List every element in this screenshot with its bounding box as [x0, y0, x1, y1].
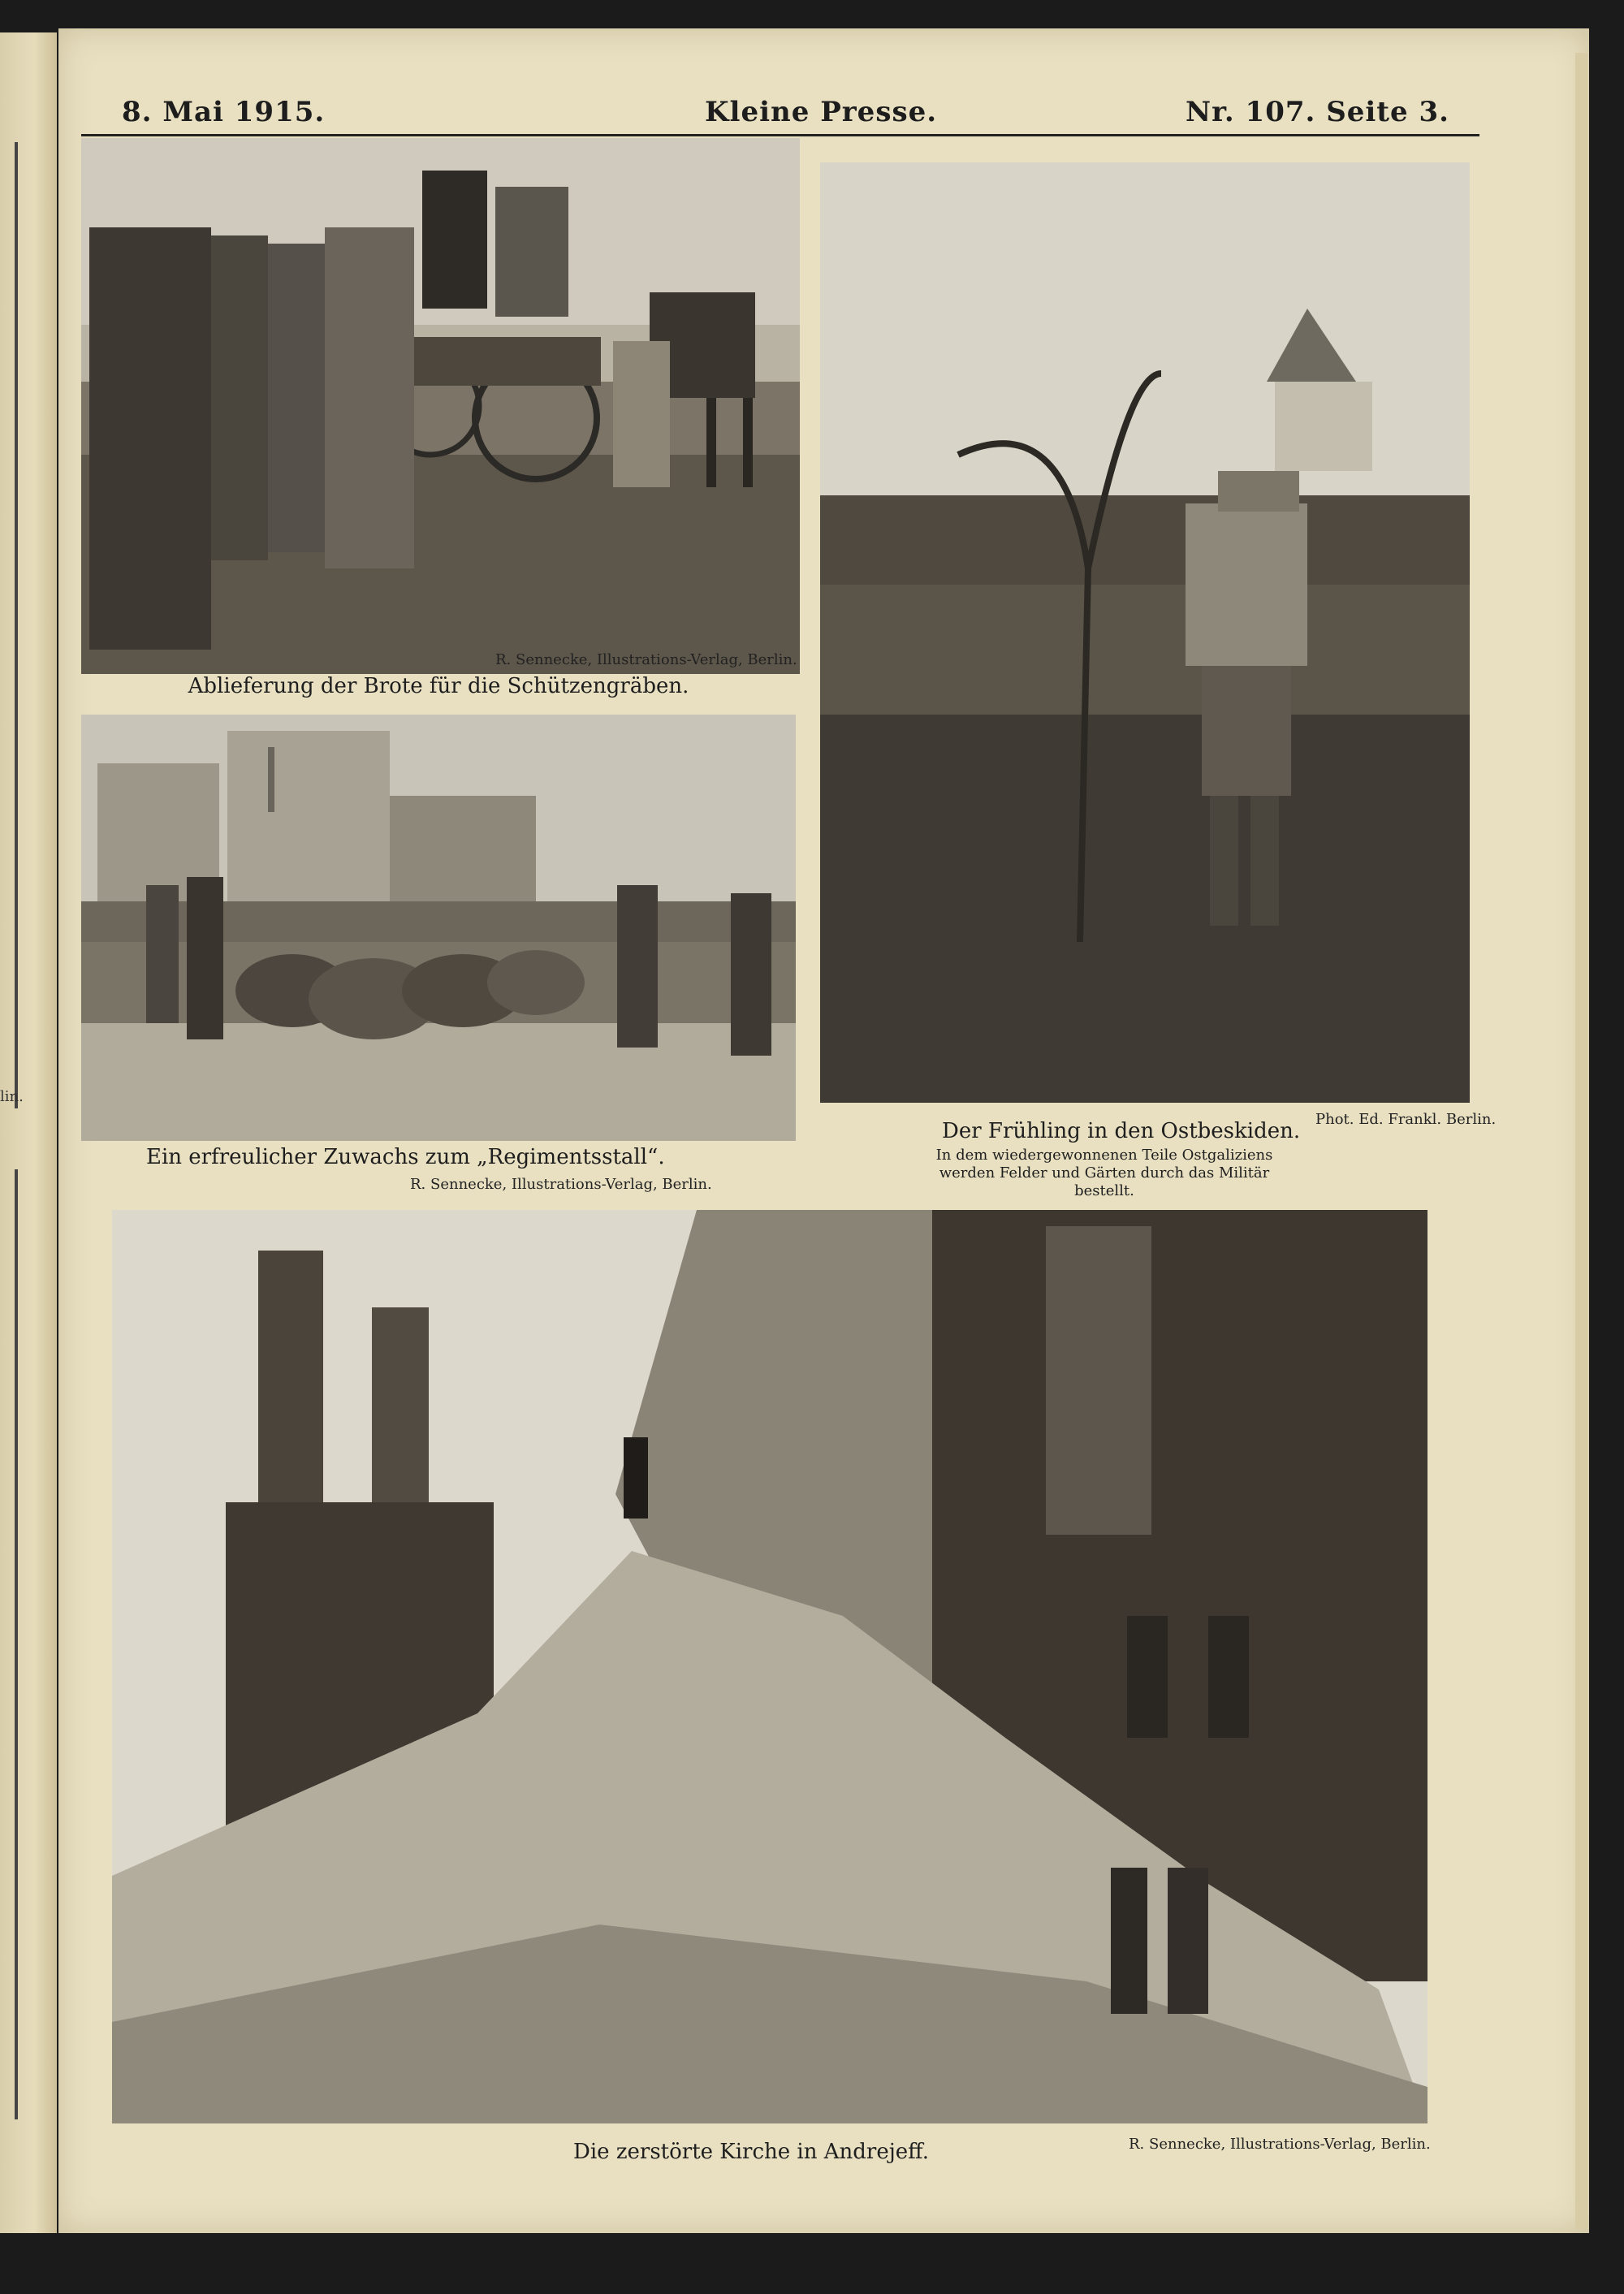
header-date: 8. Mai 1915. [122, 96, 326, 128]
photo-credit-bread: R. Sennecke, Illustrations-Verlag, Berlin. [495, 651, 797, 668]
photo-sheep-regiment [81, 715, 796, 1141]
left-page-text-fragment: lin. [0, 1088, 24, 1105]
caption-sheep: Ein erfreulicher Zuwachs zum „Regimentsstall“. [146, 1145, 665, 1169]
photo-credit-church: R. Sennecke, Illustrations-Verlag, Berlin. [1129, 2136, 1431, 2153]
photo-credit-spring: Phot. Ed. Frankl. Berlin. [1315, 1111, 1497, 1128]
header-title: Kleine Presse. [705, 96, 938, 128]
photo-bread-delivery [81, 138, 800, 674]
page-right-edge [1575, 53, 1587, 2229]
caption-church: Die zerstörte Kirche in Andrejeff. [573, 2140, 929, 2164]
photo-destroyed-church [112, 1210, 1427, 2123]
left-page-column-rule [15, 142, 18, 1108]
subcaption-spring-line-1: In dem wiedergewonnenen Teile Ostgaliziens [935, 1147, 1273, 1164]
header-issue: Nr. 107. Seite 3. [1186, 96, 1449, 128]
photo-spring-ostbeskiden [820, 162, 1470, 1103]
subcaption-spring-line-2: werden Felder und Gärten durch das Militär [939, 1164, 1270, 1182]
left-page-column-rule [15, 1169, 18, 2119]
left-page-edge [0, 32, 57, 2233]
header-rule [81, 134, 1479, 136]
photo-credit-sheep: R. Sennecke, Illustrations-Verlag, Berlin. [410, 1176, 712, 1193]
subcaption-spring-line-3: bestellt. [1074, 1182, 1134, 1199]
caption-spring: Der Frühling in den Ostbeskiden. [942, 1119, 1301, 1143]
caption-bread: Ablieferung der Brote für die Schützengräben. [188, 674, 689, 698]
